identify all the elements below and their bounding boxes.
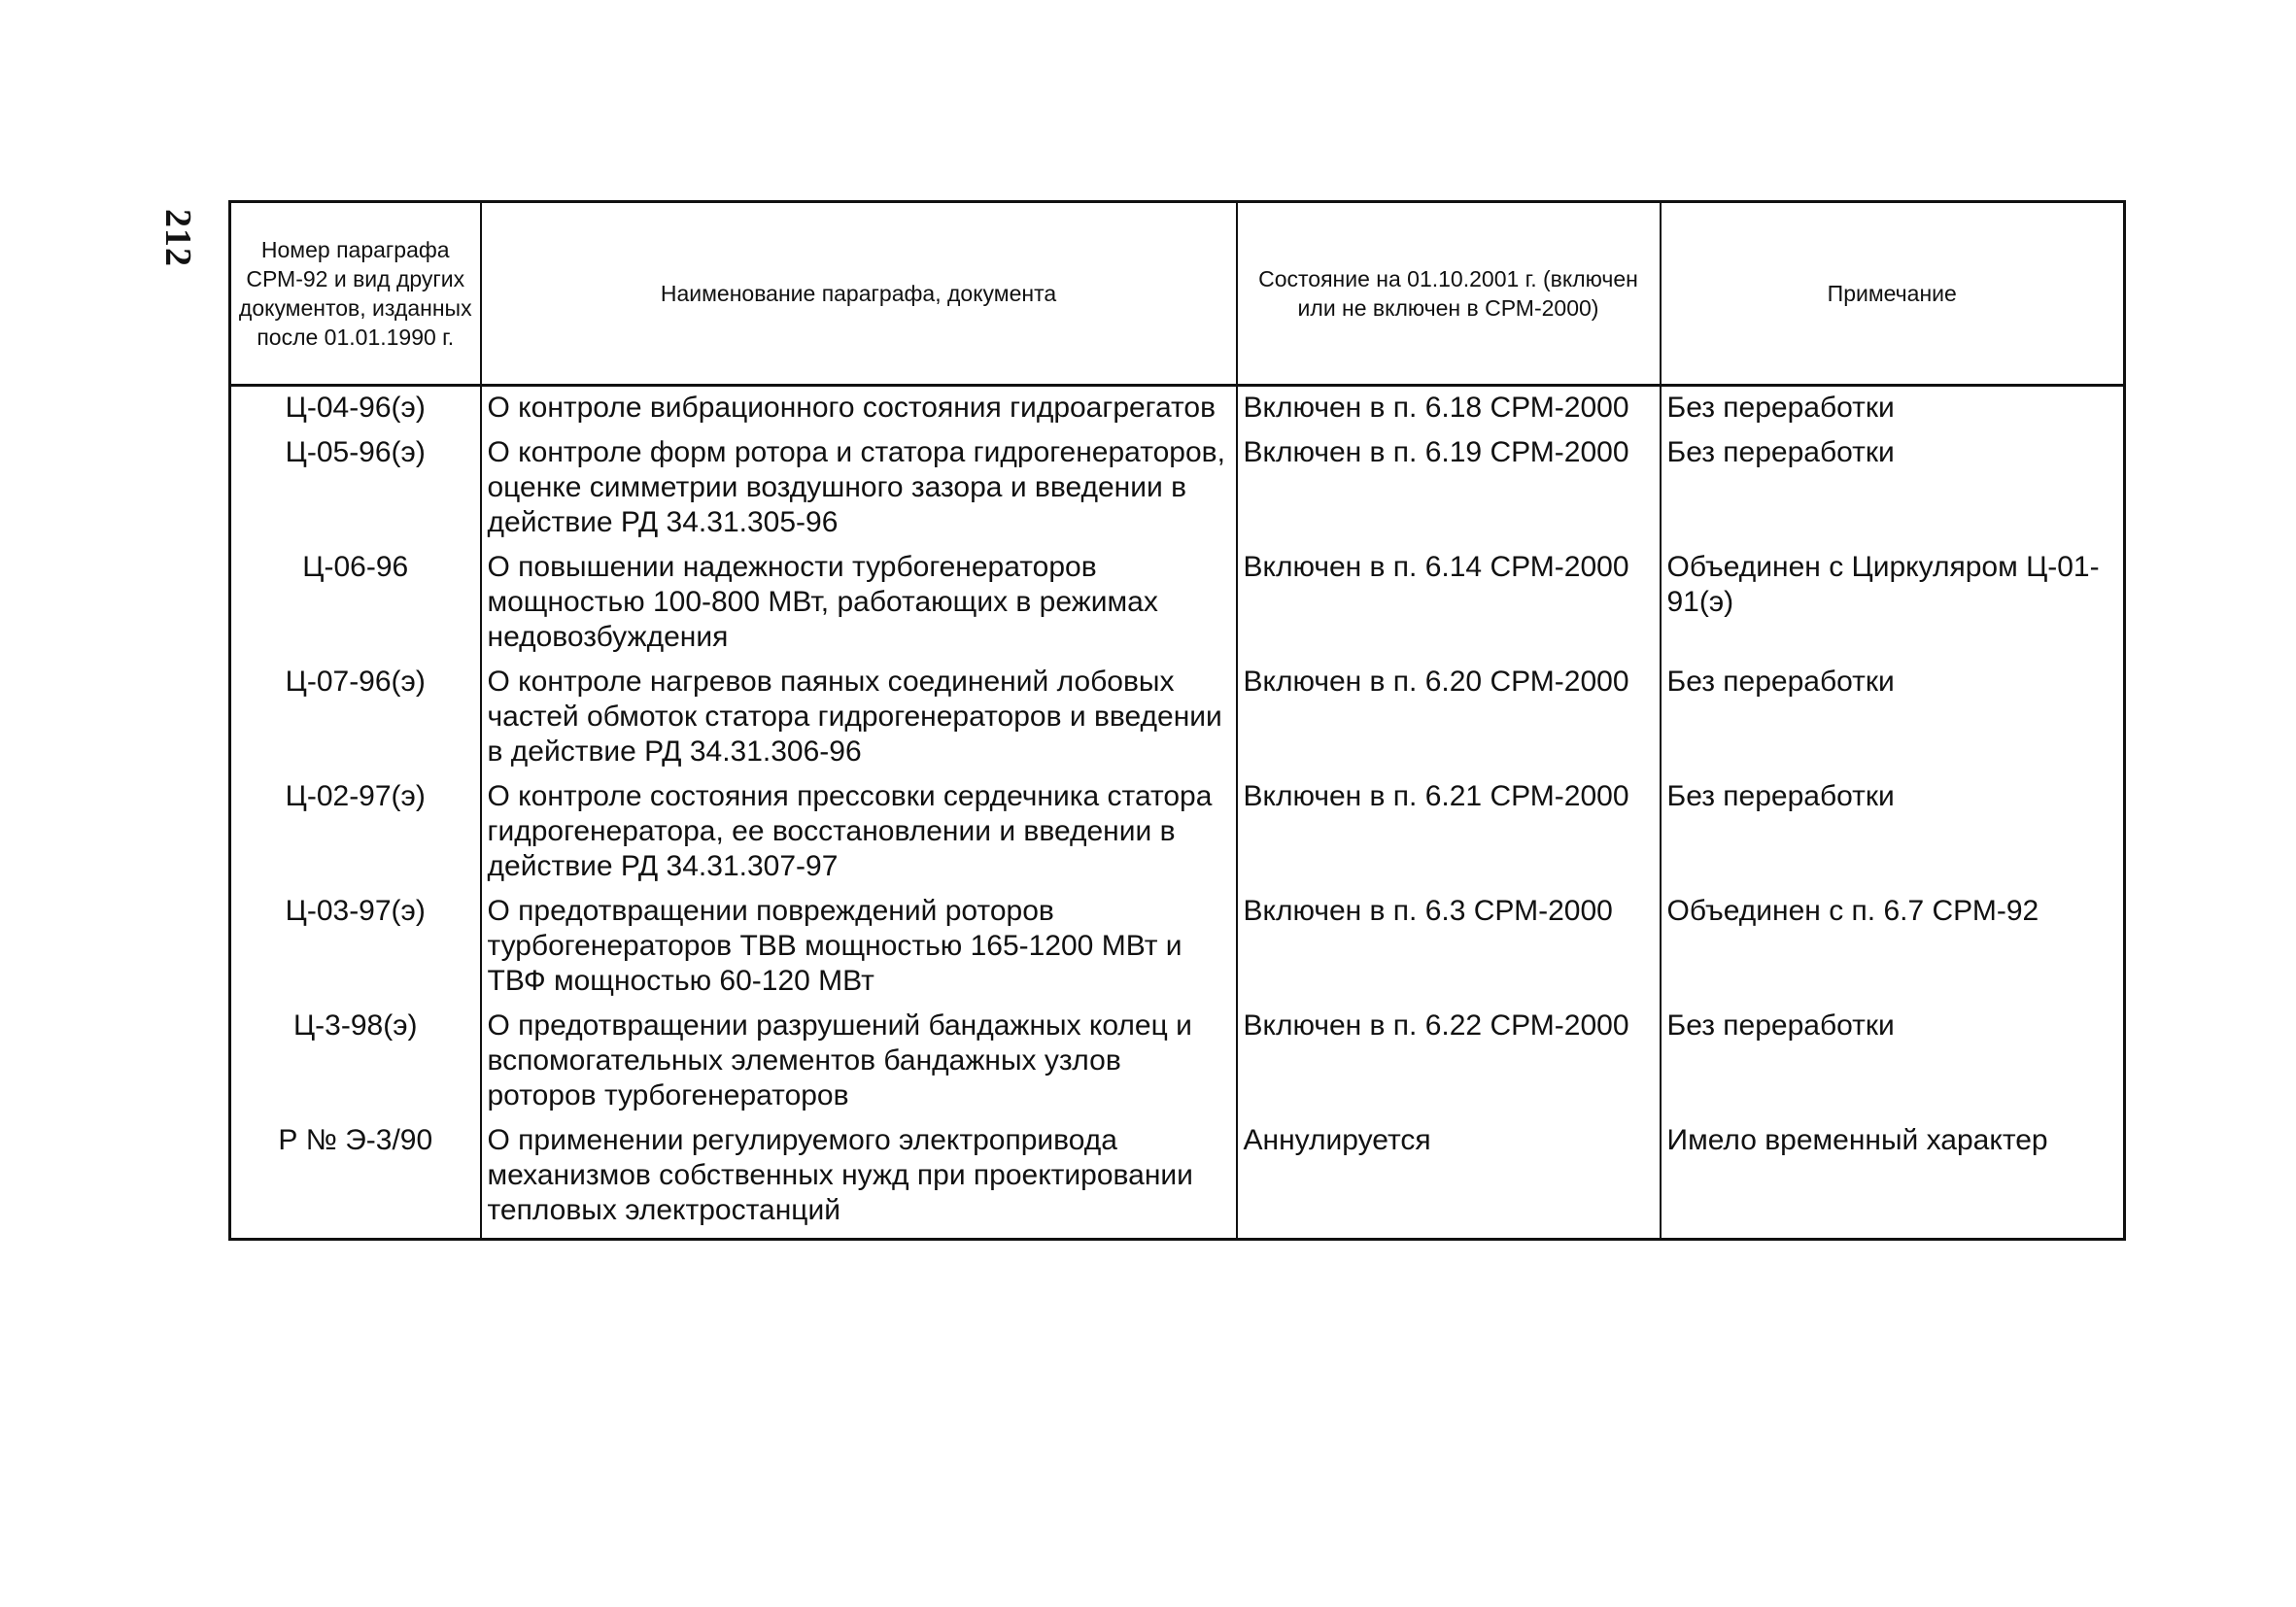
cell-note: Без переработки xyxy=(1661,661,2125,775)
header-row xyxy=(230,202,2125,386)
cell-code: Ц-3-98(э) xyxy=(230,1005,481,1119)
cell-name: О контроле нагревов паяных соединений лобовых частей обмоток статора гидрогенераторов и введении в действие РД 34.31.306-96 xyxy=(481,661,1237,775)
cell-status: Включен в п. 6.19 СРМ-2000 xyxy=(1237,431,1661,546)
cell-note: Имело временный характер xyxy=(1661,1119,2125,1240)
table-row xyxy=(230,775,2125,890)
cell-note: Без переработки xyxy=(1661,1005,2125,1119)
cell-status: Включен в п. 6.20 СРМ-2000 xyxy=(1237,661,1661,775)
cell-code: Ц-04-96(э) xyxy=(230,386,481,432)
documents-table xyxy=(228,200,2126,1241)
cell-note: Без переработки xyxy=(1661,431,2125,546)
table-row xyxy=(230,1119,2125,1240)
cell-status: Аннулируется xyxy=(1237,1119,1661,1240)
cell-status: Включен в п. 6.22 СРМ-2000 xyxy=(1237,1005,1661,1119)
cell-name: О применении регулируемого электропривода механизмов собственных нужд при проектировании тепловых электростанций xyxy=(481,1119,1237,1240)
cell-code: Ц-05-96(э) xyxy=(230,431,481,546)
cell-name: О контроле форм ротора и статора гидрогенераторов, оценке симметрии воздушного зазора и введении в действие РД 34.31.305-96 xyxy=(481,431,1237,546)
table-row xyxy=(230,386,2125,432)
header-status: Состояние на 01.10.2001 г. (включен или не включен в СРМ-2000) xyxy=(1237,202,1661,386)
table-row xyxy=(230,890,2125,1005)
table-row xyxy=(230,431,2125,546)
cell-code: Ц-03-97(э) xyxy=(230,890,481,1005)
table-row xyxy=(230,546,2125,661)
page-number xyxy=(154,204,202,272)
cell-code: Ц-07-96(э) xyxy=(230,661,481,775)
cell-code: Ц-06-96 xyxy=(230,546,481,661)
cell-status: Включен в п. 6.18 СРМ-2000 xyxy=(1237,386,1661,432)
header-paragraph-number: Номер параграфа СРМ-92 и вид других документов, изданных после 01.01.1990 г. xyxy=(230,202,481,386)
cell-status: Включен в п. 6.14 СРМ-2000 xyxy=(1237,546,1661,661)
cell-code: Ц-02-97(э) xyxy=(230,775,481,890)
header-note: Примечание xyxy=(1661,202,2125,386)
cell-status: Включен в п. 6.21 СРМ-2000 xyxy=(1237,775,1661,890)
cell-code: Р № Э-3/90 xyxy=(230,1119,481,1240)
cell-note: Объединен с Циркуляром Ц-01-91(э) xyxy=(1661,546,2125,661)
page-number-text: 212 xyxy=(157,209,198,267)
cell-note: Без переработки xyxy=(1661,386,2125,432)
header-document-name: Наименование параграфа, документа xyxy=(481,202,1237,386)
cell-name: О повышении надежности турбогенераторов мощностью 100-800 МВт, работающих в режимах недовозбуждения xyxy=(481,546,1237,661)
cell-name: О предотвращении разрушений бандажных колец и вспомогательных элементов бандажных узлов роторов турбогенераторов xyxy=(481,1005,1237,1119)
cell-status: Включен в п. 6.3 СРМ-2000 xyxy=(1237,890,1661,1005)
cell-name: О предотвращении повреждений роторов турбогенераторов ТВВ мощностью 165-1200 МВт и ТВФ мощностью 60-120 МВт xyxy=(481,890,1237,1005)
cell-name: О контроле состояния прессовки сердечника статора гидрогенератора, ее восстановлении и введении в действие РД 34.31.307-97 xyxy=(481,775,1237,890)
cell-note: Объединен с п. 6.7 СРМ-92 xyxy=(1661,890,2125,1005)
cell-note: Без переработки xyxy=(1661,775,2125,890)
table-header xyxy=(230,202,2125,386)
table-row xyxy=(230,1005,2125,1119)
table-body xyxy=(230,386,2125,1240)
cell-name: О контроле вибрационного состояния гидроагрегатов xyxy=(481,386,1237,432)
table-row xyxy=(230,661,2125,775)
